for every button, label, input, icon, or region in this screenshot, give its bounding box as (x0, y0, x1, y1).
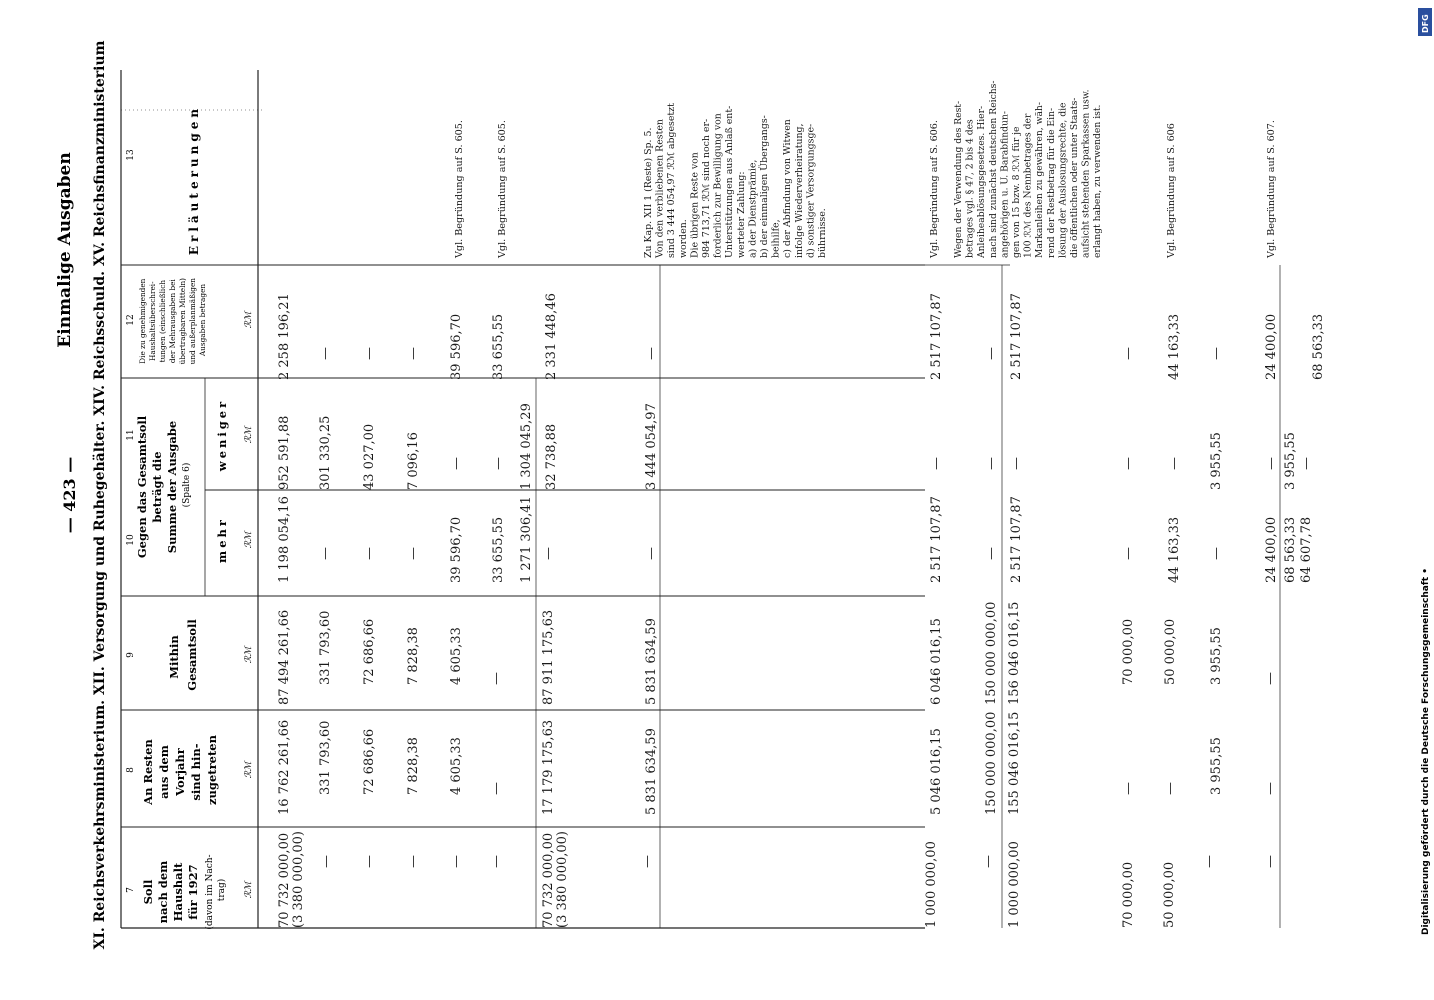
page-number: — 423 — (60, 456, 79, 534)
explanation-kap-line: 984 713,71 ℛℳ sind noch er- (701, 118, 712, 258)
explanation-verw-line: nach sind zunächst deutschen Reichs- (987, 80, 999, 258)
cell-col12: — (318, 347, 333, 360)
cell-col12: 24 400,00 (1264, 313, 1279, 380)
cell-col10: — (1121, 547, 1136, 560)
explanations (454, 81, 1277, 259)
cell-col8: 150 000 000,00 (984, 711, 999, 815)
col-number-7: 7 (126, 887, 136, 893)
cell-col7: — (319, 855, 334, 868)
col-number-9: 9 (126, 652, 136, 658)
unit-col12: ℛℳ (244, 311, 254, 329)
header-col13: Erläuterungen (187, 104, 201, 256)
cell-col10: — (406, 547, 421, 560)
explanation-kap-line: c) der Abfindung von Witwen (782, 119, 794, 258)
col-number-8: 8 (126, 767, 136, 773)
explanation-kap-line: Unterstützungen aus Anlaß ent- (724, 105, 736, 258)
cell-col9: 4 605,33 (449, 627, 464, 685)
cell-col11: 301 330,25 (318, 415, 333, 490)
cell-col7: 1 000 000,00 (1007, 841, 1022, 928)
cell-col11: — (449, 457, 464, 470)
cell-col7: — (449, 855, 464, 868)
cell-col9: — (489, 672, 504, 685)
cell-col11: — (1264, 457, 1279, 470)
explanation-kap-line: bührnisse. (817, 208, 828, 258)
header-mehr: mehr (215, 517, 229, 563)
cell-col11: — (1121, 457, 1136, 470)
cell-col7: — (406, 855, 421, 868)
cell-col8: — (1163, 782, 1178, 795)
cell-col9: 72 686,66 (362, 618, 377, 685)
cell-col11: — (1009, 457, 1024, 470)
header-col10-11: Gegen das Gesamtsoll beträgt die Summe der Ausgabe (Spalte 6) (135, 415, 192, 559)
unit-col9: ℛℳ (244, 646, 254, 664)
cell-col12: — (984, 347, 999, 360)
cell-col12: 44 163,33 (1167, 313, 1182, 380)
cell-col11: 7 096,16 (406, 432, 421, 490)
cell-col7: — (362, 855, 377, 868)
explanation-verw-line: angehörigen u. U. Barabfindun- (999, 111, 1011, 258)
cell-col7: 70 732 000,00 (277, 832, 292, 928)
header-col8: An Resten aus dem Vorjahr sind hin- zugetreten (141, 735, 219, 805)
explanation-verw-line: Anleiheablösungsgesetzes. Hier- (976, 105, 988, 258)
cell-col11: — (984, 457, 999, 470)
cell-col8: 155 046 016,15 (1007, 711, 1022, 815)
unit-col11: ℛℳ (244, 426, 254, 444)
cell-col10: 39 596,70 (449, 516, 464, 583)
cell-col8: 17 179 175,63 (541, 719, 556, 815)
cell-col10: — (644, 547, 659, 560)
cell-col8: 5 046 016,15 (929, 728, 944, 815)
cell-col9: 50 000,00 (1163, 618, 1178, 685)
cell-col7: — (640, 855, 655, 868)
explanation-verw-line: 100 ℛℳ des Nennbetrages der (1022, 113, 1034, 258)
explanation-kap-line: werteter Zahlung: (735, 171, 747, 258)
cell-col9: 3 955,55 (1209, 627, 1224, 685)
cell-col12: 2 258 196,21 (277, 293, 292, 380)
col-number-11: 11 (126, 429, 136, 441)
cell-col9: 7 828,38 (406, 627, 421, 685)
explanation-kap-line: beihilfe, (770, 219, 782, 258)
cell-col7: — (981, 855, 996, 868)
cell-col12: 2 331 448,46 (544, 293, 559, 380)
unit-col10: ℛℳ (244, 531, 254, 549)
cell-col11: 3 444 054,97 (644, 403, 659, 490)
cell-col9: — (1263, 672, 1278, 685)
explanation-verw-line: gen von 15 bzw. 8 ℛℳ für je (1011, 126, 1022, 258)
explanation-verw-line: lösung der Auslosungsrechte, die (1057, 102, 1069, 258)
header-line: XI. Reichsverkehrsministerium. XII. Versorgung und Ruhegehälter. XIV. Reichsschuld. XV. Reichsfinanzministerium (92, 40, 108, 950)
cell-col10: — (362, 547, 377, 560)
col-number-12: 12 (126, 314, 136, 326)
explanation-ref-605a: Vgl. Begründung auf S. 605. (454, 120, 465, 258)
cell-col12: 2 517 107,87 (1009, 293, 1024, 380)
unit-col8: ℛℳ (244, 761, 254, 779)
explanation-kap-line: worden. (677, 219, 689, 258)
cell-col11: — (1167, 457, 1182, 470)
cell-col11: 43 027,00 (362, 423, 377, 490)
data-cells (277, 293, 1434, 928)
cell-col9: 6 046 016,15 (929, 618, 944, 705)
cell-col11: 32 738,88 (544, 423, 559, 490)
cell-col7: 70 732 000,00 (541, 832, 556, 928)
cell-col10: — (318, 547, 333, 560)
cell-col10: — (1209, 547, 1224, 560)
cell-col9: 5 831 634,59 (644, 618, 659, 705)
cell-col10: — (541, 547, 556, 560)
unit-col7: ℛℳ (244, 881, 254, 899)
header-col9: Mithin Gesamtsoll (167, 619, 199, 691)
dfg-logo: DFG (1421, 14, 1430, 33)
explanation-kap-line: infolge Wiederverheiratung, (793, 123, 805, 258)
cell-col12: 2 517 107,87 (929, 293, 944, 380)
cell-col11: 952 591,88 (277, 415, 292, 490)
side-note: Digitalisierung gefördert durch die Deutsche Forschungsgemeinschaft • (1421, 568, 1431, 935)
cell-col7: — (489, 855, 504, 868)
cell-col10: 1 271 306,41 (519, 496, 534, 583)
cell-col7: — (1202, 855, 1217, 868)
cell-col9: 87 911 175,63 (541, 609, 556, 705)
cell-col12: — (362, 347, 377, 360)
cell-col7: 70 000,00 (1121, 861, 1136, 928)
cell-col9: 70 000,00 (1121, 618, 1136, 685)
explanation-ref-607: Vgl. Begründung auf S. 607. (1266, 120, 1277, 258)
cell-col12: 39 596,70 (449, 313, 464, 380)
explanation-verw-line: rend der Restbetrag für die Ein- (1045, 107, 1057, 258)
cell-col10: 68 563,33 (1283, 516, 1298, 583)
explanation-kap-line: d) sonstiger Versorgungsge- (805, 123, 817, 258)
explanation-kap-line: a) der Dienstprämie, (747, 159, 759, 258)
cell-col10: 24 400,00 (1264, 516, 1279, 583)
explanation-verw-line: aufsicht stehenden Sparkassen usw. (1080, 89, 1092, 258)
cell-col10: 2 517 107,87 (929, 496, 944, 583)
cell-col8: — (1263, 782, 1278, 795)
cell-col10: 33 655,55 (491, 516, 506, 583)
cell-col12: — (1121, 347, 1136, 360)
cell-col7: 1 000 000,00 (924, 841, 939, 928)
section-title: Einmalige Ausgaben (55, 152, 75, 348)
col-number-10: 10 (126, 534, 136, 546)
cell-col7: (3 380 000,00) (291, 831, 306, 928)
explanation-verw-line: die öffentlichen oder unter Staats- (1069, 97, 1080, 258)
header-col12: Die zu genehmigenden Haushaltsüberschrei- tungen (einschließlich der Mehrausgaben bei übertragbaren Mitteln) und außerplanmäßigen Ausgaben betragen (138, 277, 207, 365)
cell-col9: 331 793,60 (318, 610, 333, 685)
explanation-verw-line: Markanleihen zu gewähren, wäh- (1034, 102, 1046, 258)
cell-col10: 2 517 107,87 (1009, 496, 1024, 583)
cell-col12: — (644, 347, 659, 360)
header-col7: Soll nach dem Haushalt für 1927 (davon im Nach- trag) (141, 854, 227, 930)
cell-col10: 64 607,78 (1299, 516, 1314, 583)
cell-col8: — (489, 782, 504, 795)
cell-col8: 331 793,60 (318, 720, 333, 795)
header-weniger: weniger (215, 398, 229, 472)
explanation-kap-line: Zu Kap. XII 1 (Reste) Sp. 5. (643, 127, 654, 258)
cell-col8: 72 686,66 (362, 728, 377, 795)
cell-col7: — (1263, 855, 1278, 868)
cell-col11: 1 304 045,29 (519, 403, 534, 490)
cell-col8: 16 762 261,66 (277, 719, 292, 815)
cell-col11: 3 955,55 (1209, 432, 1224, 490)
explanation-ref-605b: Vgl. Begründung auf S. 605. (497, 120, 508, 258)
explanation-kap-line: Von den verbliebenen Resten (654, 119, 666, 258)
cell-col8: 7 828,38 (406, 737, 421, 795)
explanation-kap-line: b) der einmaligen Übergangs- (759, 115, 770, 258)
explanation-verw-line: Wegen der Verwendung des Rest- (953, 100, 964, 258)
cell-col10: 1 198 054,16 (277, 496, 292, 583)
cell-col12: 68 563,33 (1311, 313, 1326, 380)
cell-col11: — (1299, 457, 1314, 470)
cell-col8: — (1121, 782, 1136, 795)
explanation-verw-line: betrages vgl. § 47, 2 bis 4 des (964, 119, 976, 258)
explanation-kap-line: forderlich zur Bewilligung von (712, 113, 724, 258)
cell-col8: 3 955,55 (1209, 737, 1224, 795)
cell-col12: — (406, 347, 421, 360)
explanation-ref-606b: Vgl. Begründung auf S. 606 (1166, 123, 1177, 258)
cell-col7: 50 000,00 (1162, 861, 1177, 928)
cell-col8: 5 831 634,59 (644, 728, 659, 815)
col-number-13: 13 (126, 149, 136, 161)
cell-col11: — (929, 457, 944, 470)
cell-col7: (3 380 000,00) (555, 831, 570, 928)
cell-col9: 150 000 000,00 (984, 601, 999, 705)
cell-col12: — (1209, 347, 1224, 360)
cell-col9: 156 046 016,15 (1007, 601, 1022, 705)
explanation-kap-line: Die übrigen Reste von (689, 152, 701, 258)
cell-col10: 44 163,33 (1167, 516, 1182, 583)
cell-col8: 4 605,33 (449, 737, 464, 795)
explanation-ref-606a: Vgl. Begründung auf S. 606. (929, 120, 940, 258)
cell-col9: 87 494 261,66 (277, 609, 292, 705)
cell-col10: — (984, 547, 999, 560)
explanation-kap-line: sind 3 444 054,97 ℛℳ abgesetzt (666, 103, 678, 258)
cell-col12: 33 655,55 (491, 313, 506, 380)
cell-col11: — (491, 457, 506, 470)
cell-col11: 3 955,55 (1283, 432, 1298, 490)
explanation-verw-line: erlangt haben, zu verwenden ist. (1092, 104, 1104, 258)
